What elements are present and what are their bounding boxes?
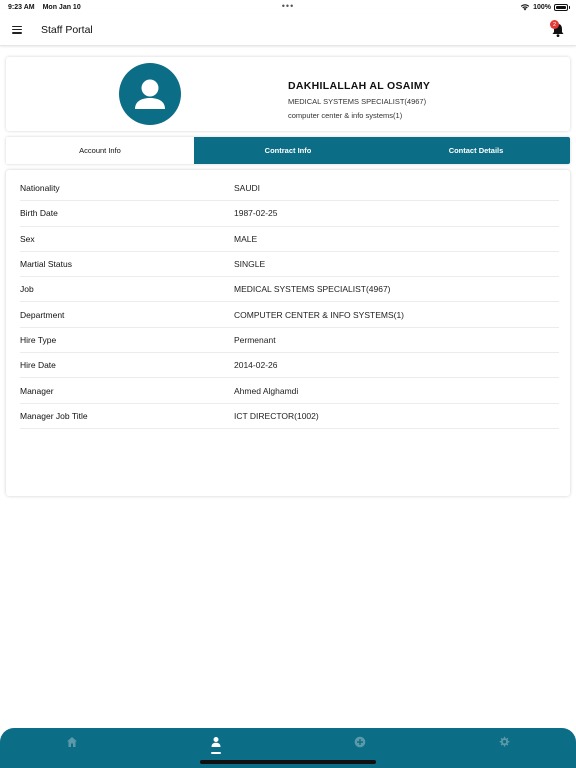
app-header <box>0 14 576 46</box>
info-row-hire-type <box>20 328 559 353</box>
info-row-sex <box>20 227 559 252</box>
status-time: 9:23 AM <box>8 3 35 11</box>
info-value: MEDICAL SYSTEMS SPECIALIST(4967) <box>234 284 391 295</box>
plus-circle-icon <box>354 736 366 748</box>
info-value: MALE <box>234 233 258 244</box>
battery-percent: 100% <box>533 3 551 11</box>
info-row-martial-status <box>20 252 559 277</box>
info-row-manager-job-title <box>20 404 559 429</box>
nav-home[interactable] <box>65 735 79 749</box>
info-row-birth-date <box>20 201 559 226</box>
wifi-icon <box>520 3 530 11</box>
tab-bar <box>6 137 570 164</box>
tab-contact-details[interactable]: Contact Details <box>382 137 570 164</box>
nav-profile[interactable] <box>209 735 223 749</box>
bottom-nav <box>0 728 576 768</box>
status-left <box>8 4 81 11</box>
tab-account-info[interactable]: Account Info <box>6 137 194 164</box>
info-row-nationality <box>20 176 559 201</box>
nav-settings[interactable] <box>497 735 511 749</box>
gear-icon <box>498 736 510 748</box>
info-value: SAUDI <box>234 183 260 194</box>
info-label: Martial Status <box>20 259 72 270</box>
profile-name: DAKHILALLAH AL OSAIMY <box>288 80 431 92</box>
info-list <box>20 176 559 429</box>
info-label: Nationality <box>20 183 60 194</box>
profile-text <box>288 80 430 120</box>
info-label: Department <box>20 309 65 320</box>
info-label: Hire Type <box>20 334 57 345</box>
info-row-manager <box>20 378 559 403</box>
profile-department: computer center & info systems(1) <box>288 111 403 120</box>
notification-badge: 2 <box>550 20 559 29</box>
info-label: Manager Job Title <box>20 410 88 421</box>
notifications-button[interactable] <box>550 20 566 38</box>
status-date: Mon Jan 10 <box>42 3 81 11</box>
battery-icon <box>554 4 568 11</box>
info-row-department <box>20 302 559 327</box>
account-info-card <box>6 170 570 496</box>
info-value: COMPUTER CENTER & INFO SYSTEMS(1) <box>234 309 405 320</box>
nav-add[interactable] <box>353 735 367 749</box>
profile-job: MEDICAL SYSTEMS SPECIALIST(4967) <box>288 97 427 106</box>
status-right <box>520 3 568 11</box>
info-value: 1987-02-25 <box>234 208 278 219</box>
info-value: Permenant <box>234 334 276 345</box>
home-indicator[interactable] <box>200 760 376 764</box>
page-title: Staff Portal <box>41 23 93 36</box>
info-value: ICT DIRECTOR(1002) <box>234 410 319 421</box>
info-label: Hire Date <box>20 360 56 371</box>
info-row-job <box>20 277 559 302</box>
info-value: Ahmed Alghamdi <box>234 385 299 396</box>
info-label: Manager <box>20 385 54 396</box>
status-bar <box>0 0 576 14</box>
user-avatar-icon <box>119 63 181 125</box>
profile-card <box>6 57 570 131</box>
info-label: Job <box>20 284 34 295</box>
hamburger-icon[interactable] <box>12 26 22 34</box>
info-label: Birth Date <box>20 208 58 219</box>
active-tab-indicator <box>211 752 221 754</box>
person-icon <box>210 736 222 748</box>
info-label: Sex <box>20 233 35 244</box>
info-value: SINGLE <box>234 259 266 270</box>
multitask-dots[interactable]: ••• <box>281 1 295 11</box>
home-icon <box>66 736 78 748</box>
info-row-hire-date <box>20 353 559 378</box>
info-value: 2014-02-26 <box>234 360 278 371</box>
tab-contract-info[interactable]: Contract Info <box>194 137 382 164</box>
